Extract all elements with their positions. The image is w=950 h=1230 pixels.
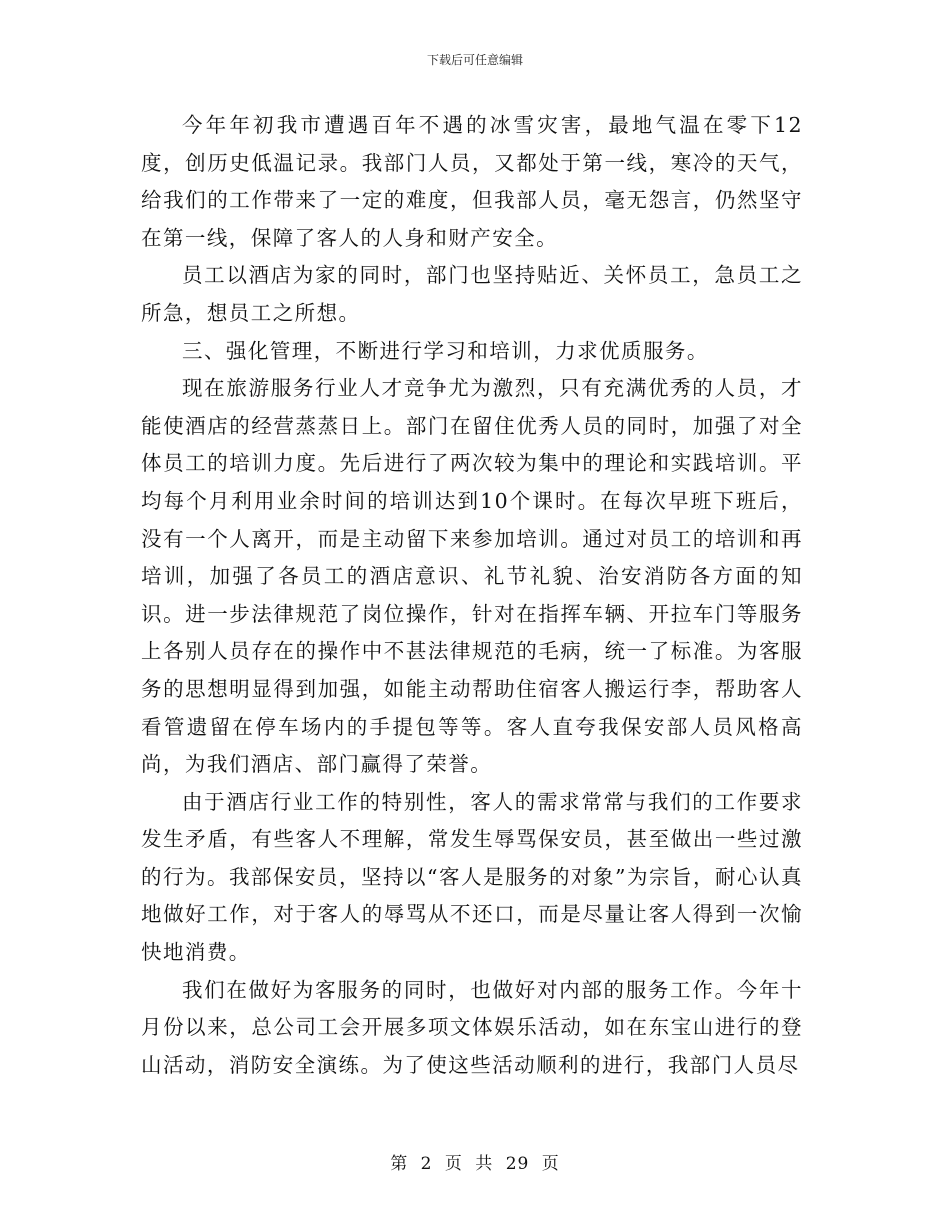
document-body <box>141 107 803 1084</box>
paragraph: 由于酒店行业工作的特别性，客人的需求常常与我们的工作要求发生矛盾，有些客人不理解，常发生辱骂保安员，甚至做出一些过激的行为。我部保安员，坚持以“客人是服务的对象”为宗旨，耐心认真地做好工作，对于客人的辱骂从不还口，而是尽量让客人得到一次愉快地消费。 <box>141 789 803 965</box>
page-header: 下载后可任意编辑 <box>426 53 523 67</box>
page-footer: 第 2 页 共 29 页 <box>390 1154 560 1174</box>
paragraph: 今年年初我市遭遇百年不遇的冰雪灾害，最地气温在零下12度，创历史低温记录。我部门人员，又都处于第一线，寒冷的天气，给我们的工作带来了一定的难度，但我部人员，毫无怨言，仍然坚守在第一线，保障了客人的人身和财产安全。 <box>141 113 803 250</box>
section-heading: 三、强化管理，不断进行学习和培训，力求优质服务。 <box>182 338 709 363</box>
paragraph: 我们在做好为客服务的同时，也做好对内部的服务工作。今年十月份以来，总公司工会开展多项文体娱乐活动，如在东宝山进行的登山活动，消防安全演练。为了使这些活动顺利的进行，我部门人员尽 <box>141 977 803 1077</box>
paragraph: 现在旅游服务行业人才竞争尤为激烈，只有充满优秀的人员，才能使酒店的经营蒸蒸日上。部门在留住优秀人员的同时，加强了对全体员工的培训力度。先后进行了两次较为集中的理论和实践培训。平均每个月利用业余时间的培训达到10个课时。在每次早班下班后，没有一个人离开，而是主动留下来参加培训。通过对员工的培训和再培训，加强了各员工的酒店意识、礼节礼貌、治安消防各方面的知识。进一步法律规范了岗位操作，针对在指挥车辆、开拉车门等服务上各别人员存在的操作中不甚法律规范的毛病，统一了标准。为客服务的思想明显得到加强，如能主动帮助住宿客人搬运行李，帮助客人看管遗留在停车场内的手提包等等。客人直夸我保安部人员风格高尚，为我们酒店、部门赢得了荣誉。 <box>141 376 803 777</box>
paragraph: 员工以酒店为家的同时，部门也坚持贴近、关怀员工，急员工之所急，想员工之所想。 <box>141 263 803 325</box>
